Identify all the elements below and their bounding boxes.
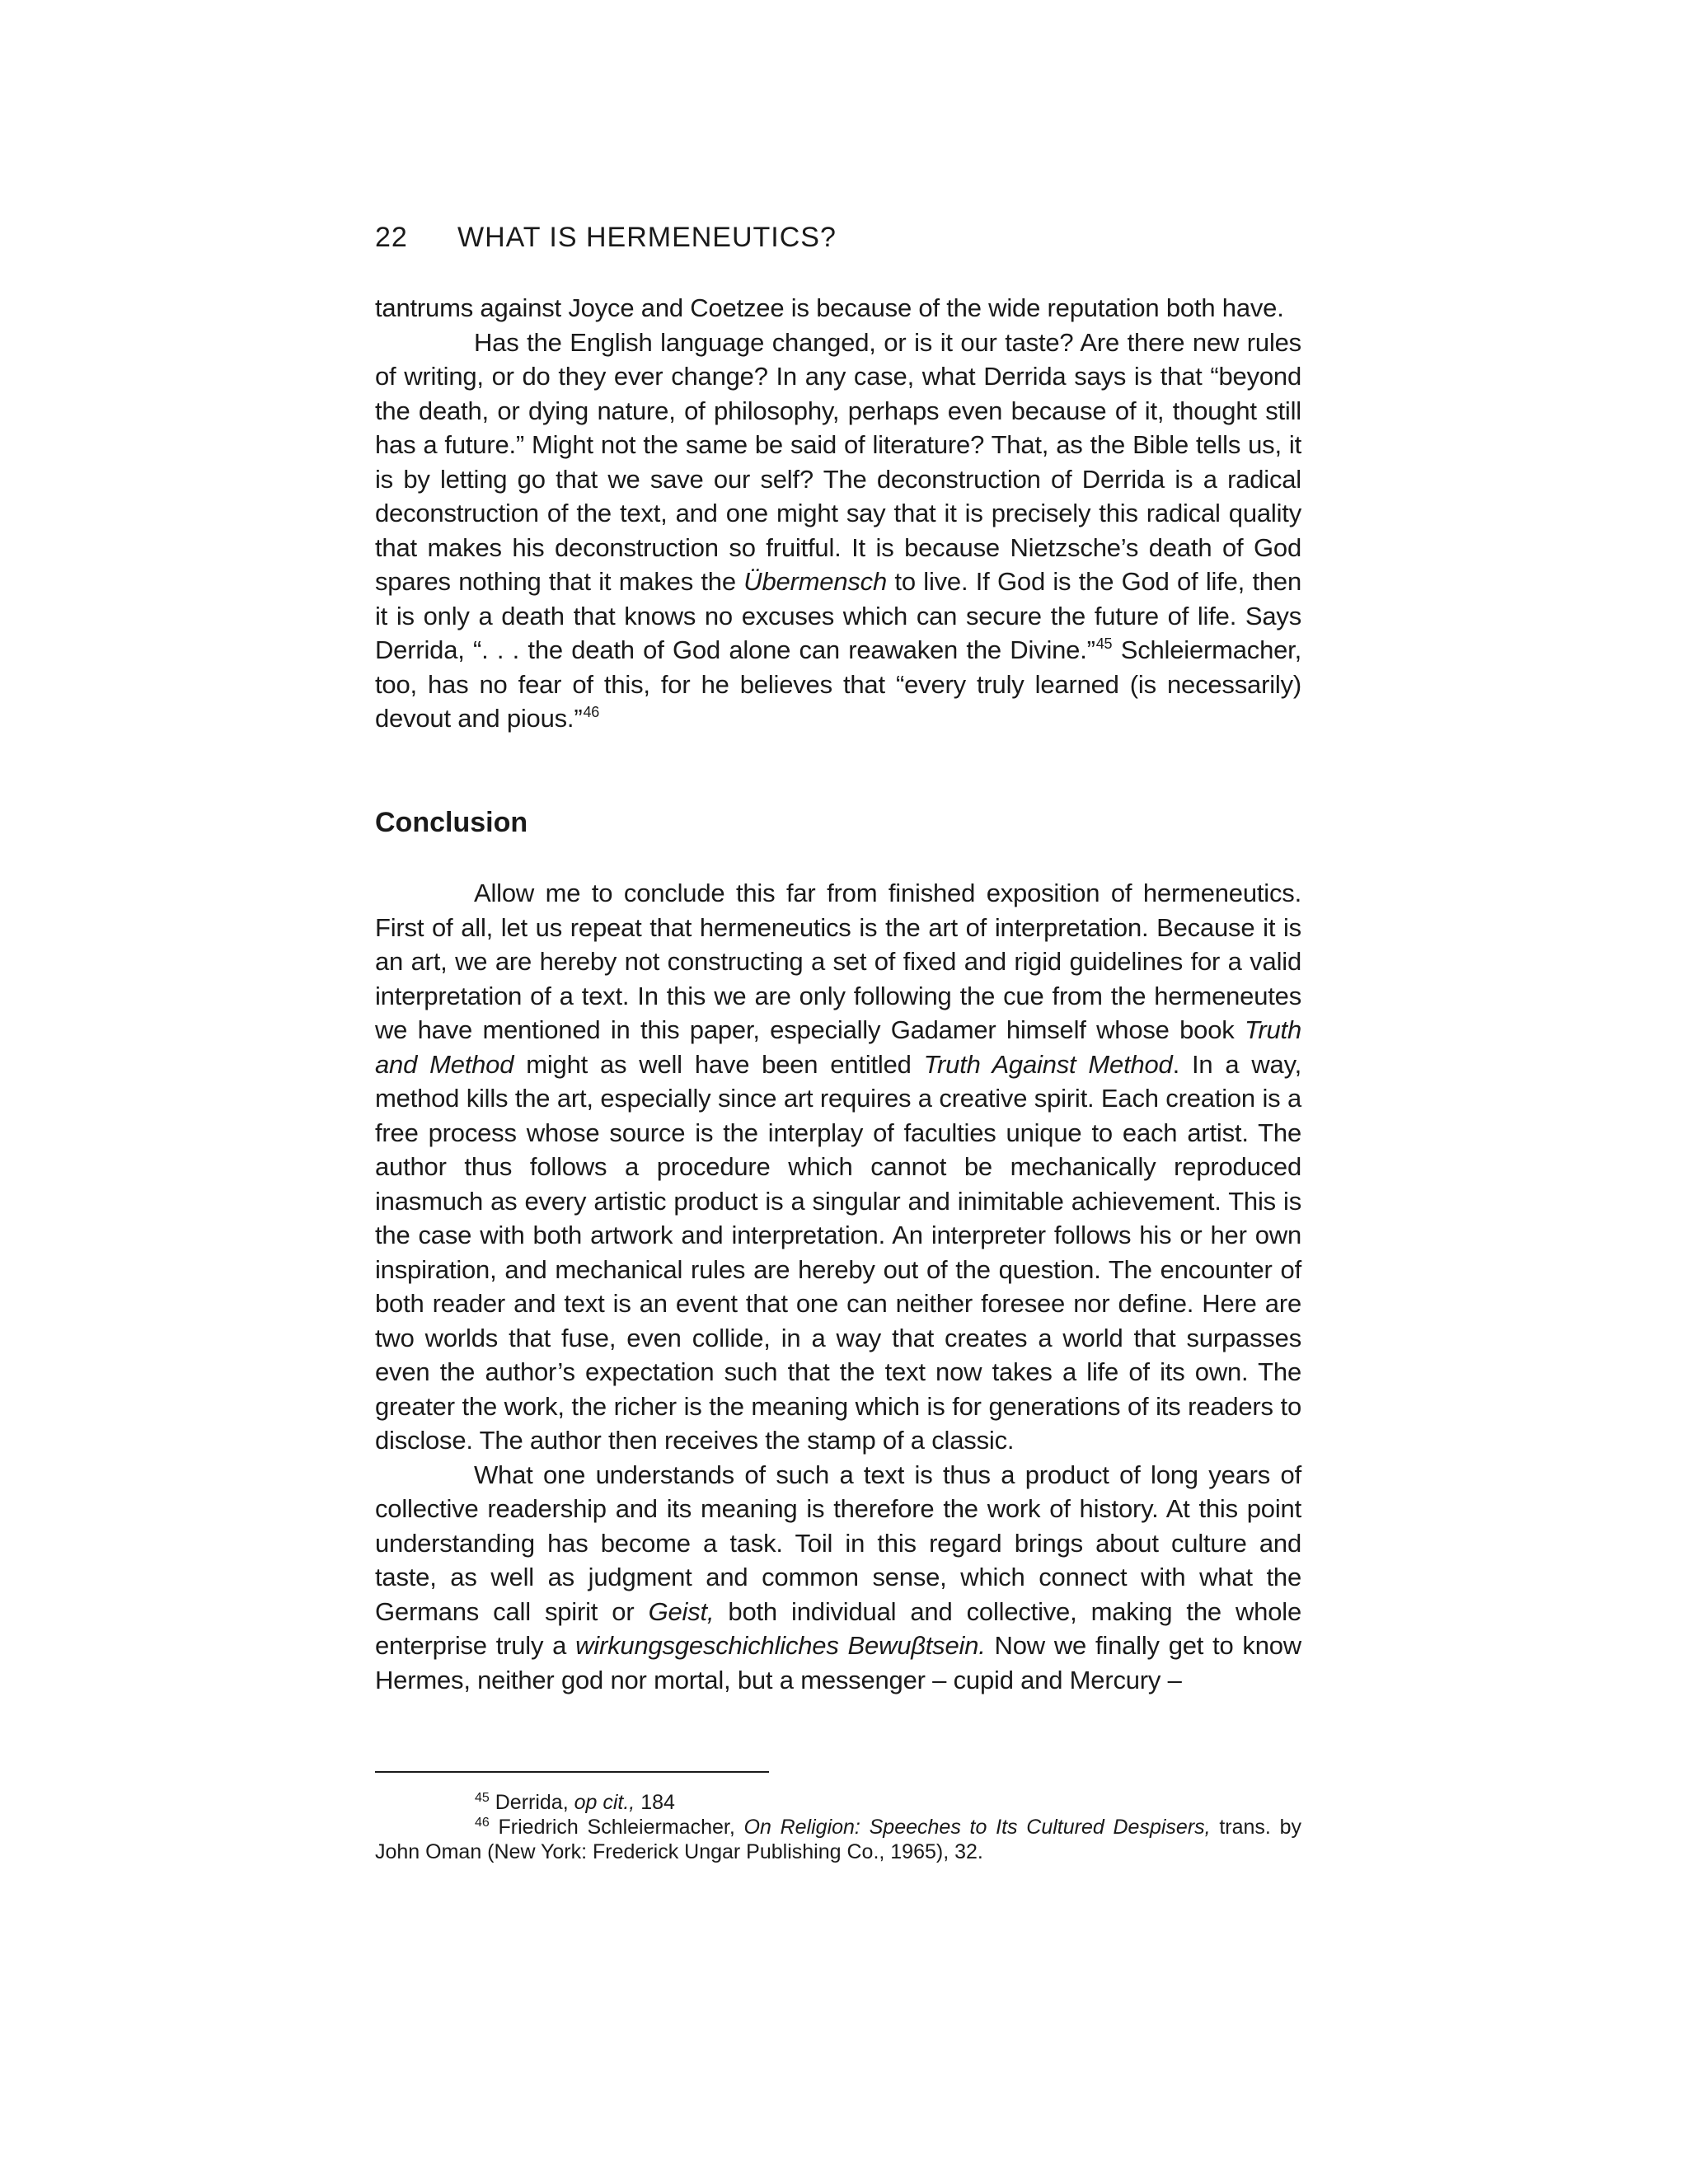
section-heading: Conclusion (375, 807, 528, 838)
paragraph (375, 1458, 1301, 1698)
italic-term: Übermensch (743, 567, 888, 596)
footnote-text: Friedrich Schleiermacher, (489, 1816, 744, 1839)
footnote-italic: On Religion: Speeches to Its Cultured Despisers, (743, 1816, 1211, 1839)
italic-term: Geist, (648, 1596, 715, 1626)
footnote-text: trans. by John Oman (New York: Frederick Ungar Publishing Co., 1965), 32. (375, 1816, 1302, 1863)
footnote-46 (375, 1815, 1301, 1864)
page-number: 22 (375, 222, 408, 253)
paragraph-text: What one understands of such a text is thus a product of long years of collective readership and its meaning is therefore the work of history. At this point understanding has become a task. Toil in this regard brings about culture and taste, as well as judgment and common sense, which connect with what the Germans call spirit or (375, 1460, 1301, 1626)
footnote-number: 45 (475, 1791, 490, 1805)
paragraph (375, 876, 1301, 1458)
footnote-45 (375, 1790, 1301, 1815)
footnote-italic: op cit., (574, 1791, 635, 1814)
paragraph-text: both individual and collective, making the whole enterprise truly a (375, 1596, 1301, 1660)
footnote-text: 184 (635, 1791, 675, 1814)
footnote-ref[interactable]: 45 (1095, 635, 1113, 652)
italic-title: Truth and Method (375, 1015, 1301, 1079)
paragraph: tantrums against Joyce and Coetzee is because of the wide reputation both have. (375, 293, 1284, 322)
running-title: WHAT IS HERMENEUTICS? (457, 222, 837, 253)
footnote-number: 46 (475, 1816, 490, 1830)
footnote-text: Derrida, (489, 1791, 574, 1814)
footnote-ref[interactable]: 46 (583, 704, 600, 720)
italic-title: Truth Against Method (923, 1049, 1173, 1079)
body-section-2 (375, 876, 1301, 1697)
paragraph (375, 326, 1301, 736)
footnote-divider (375, 1771, 769, 1773)
paragraph-text: Now we finally get to know Hermes, neither god nor mortal, but a messenger – cupid and Mercury – (375, 1631, 1301, 1694)
body-section-1 (375, 291, 1301, 736)
paragraph-text: Has the English language changed, or is it our taste? Are there new rules of writing, or do they ever change? In any case, what Derrida says is that “beyond the death, or dying nature, of philosophy, perhaps even because of it, thought still has a future.” Might not the same be said of literature? That, as the Bible tells us, it is by letting go that we save our self? The deconstruction of Derrida is a radical deconstruction of the text, and one might say that it is precisely this radical quality that makes his deconstruction so fruitful. It is because Nietzsche’s death of God spares nothing that it makes the (375, 327, 1301, 596)
paragraph-text: Schleiermacher, too, has no fear of this, for he believes that “every truly learned (is necessarily) devout and pious.” (375, 635, 1301, 733)
footnotes (375, 1790, 1301, 1864)
paragraph-text: . In a way, method kills the art, especially since art requires a creative spirit. Each creation is a free process whose source is the interplay of faculties unique to each artist. The author thus follows a procedure which cannot be mechanically reproduced inasmuch as every artistic product is a singular and inimitable achievement. This is the case with both artwork and interpretation. An interpreter follows his or her own inspiration, and mechanical rules are hereby out of the question. The encounter of both reader and text is an event that one can neither foresee nor define. Here are two worlds that fuse, even collide, in a way that creates a world that surpasses even the author’s expectation such that the text now takes a life of its own. The greater the work, the richer is the meaning which is for generations of its readers to disclose. The author then receives the stamp of a classic. (375, 1049, 1301, 1455)
running-head (375, 221, 1306, 254)
paragraph-text: Allow me to conclude this far from finished exposition of hermeneutics. First of all, let us repeat that hermeneutics is the art of interpretation. Because it is an art, we are hereby not constructing a set of fixed and rigid guidelines for a valid interpretation of a text. In this we are only following the cue from the hermeneutes we have mentioned in this paper, especially Gadamer himself whose book (375, 879, 1301, 1044)
paragraph-text: to live. If God is the God of life, then it is only a death that knows no excuses which can secure the future of life. Says Derrida, “. . . the death of God alone can reawaken the Divine.” (375, 567, 1302, 664)
italic-term: wirkungsgeschichliches Bewuβtsein. (575, 1631, 986, 1660)
paragraph-text: might as well have been entitled (513, 1049, 924, 1079)
